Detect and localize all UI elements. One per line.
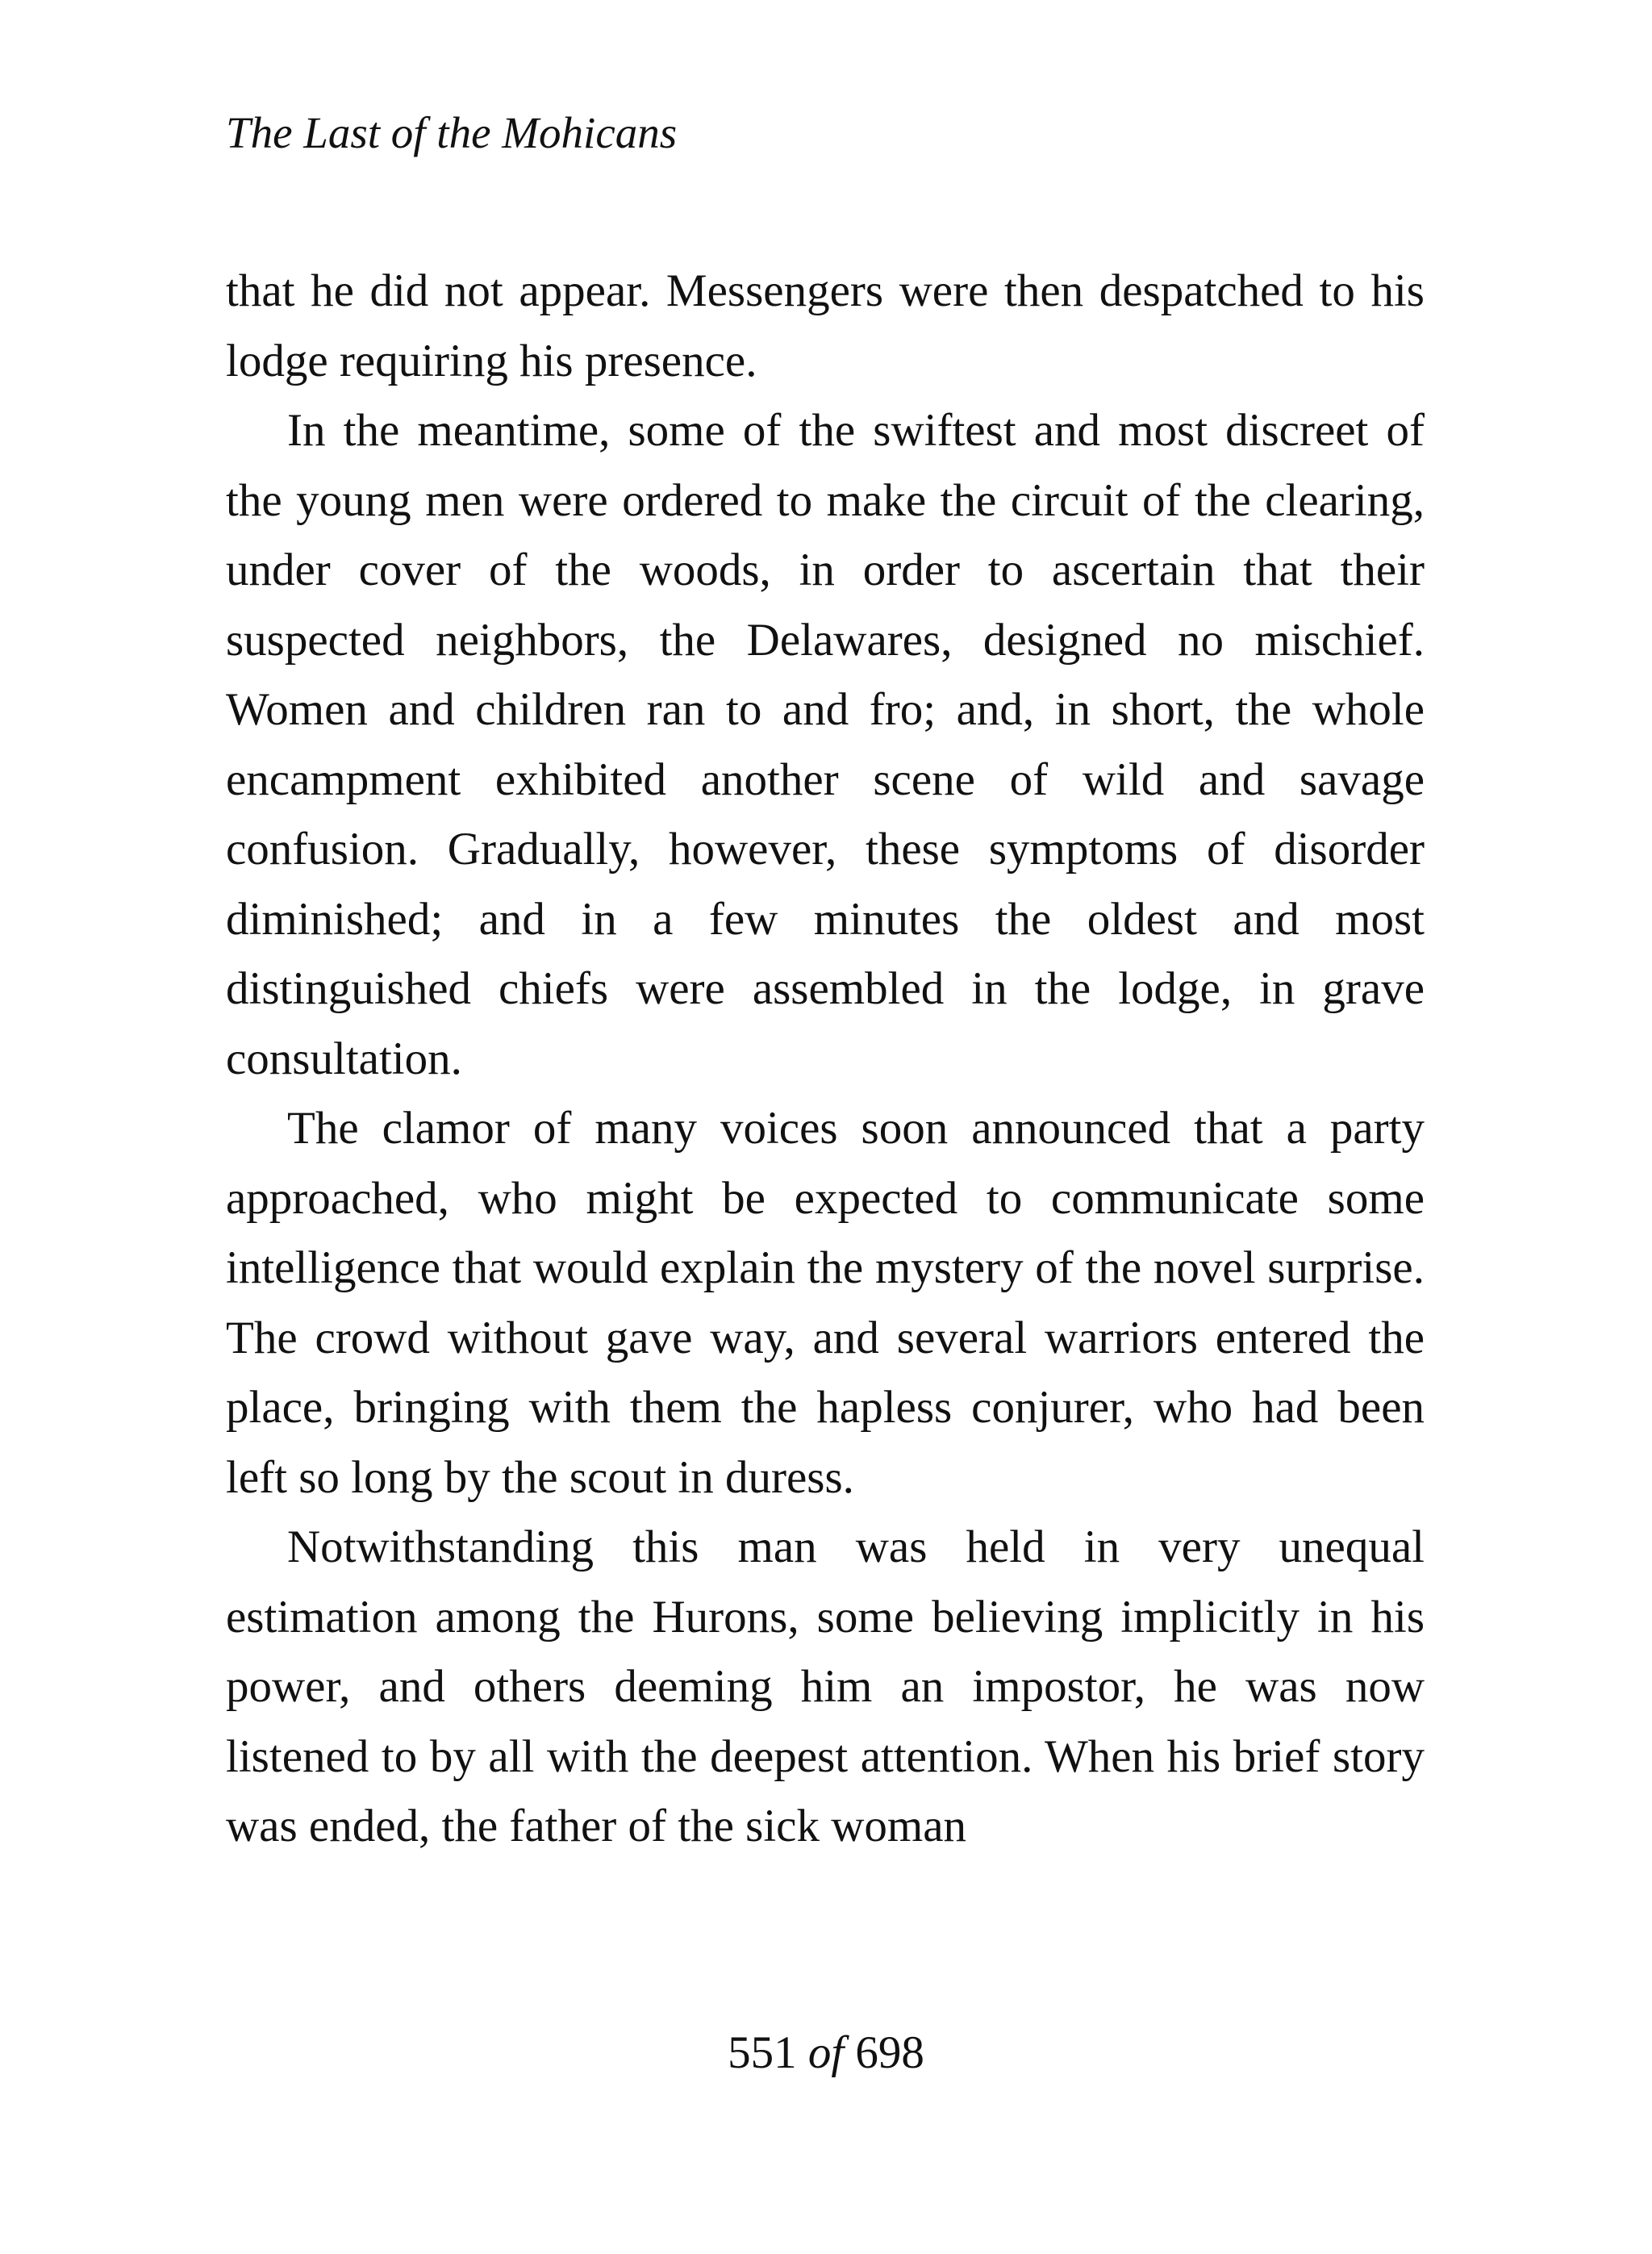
paragraph: The clamor of many voices soon announced that a party approached, who might be expected to communicate some intelligence that would explain the mystery of the novel surprise. The crowd without gave way, and several warriors entered the place, bringing with them the hapless conjurer, who had been left so long by the scout in duress.	[226, 1103, 1425, 1503]
paragraph-continuation: that he did not appear. Messengers were then despatched to his lodge requiring his presence.	[226, 265, 1425, 386]
running-title: The Last of the Mohicans	[226, 108, 678, 157]
total-page-count: 698	[855, 2027, 924, 2078]
current-page-number: 551	[728, 2027, 797, 2078]
page-body	[226, 257, 1425, 1862]
paragraph: Notwithstanding this man was held in very unequal estimation among the Hurons, some believing implicitly in his power, and others deeming him an impostor, he was now listened to by all with the deepest attention. When his brief story was ended, the father of the sick woman	[226, 1521, 1425, 1851]
page-of-label: of	[807, 2027, 845, 2078]
page-indicator	[0, 2025, 1652, 2081]
paragraph: In the meantime, some of the swiftest and most discreet of the young men were ordered to make the circuit of the clearing, under cover of the woods, in order to ascertain that their suspected neighbors, the Delawares, designed no mischief. Women and children ran to and fro; and, in short, the whole encampment exhibited another scene of wild and savage confusion. Gradually, however, these symptoms of disorder diminished; and in a few minutes the oldest and most distinguished chiefs were assembled in the lodge, in grave consultation.	[226, 405, 1425, 1084]
